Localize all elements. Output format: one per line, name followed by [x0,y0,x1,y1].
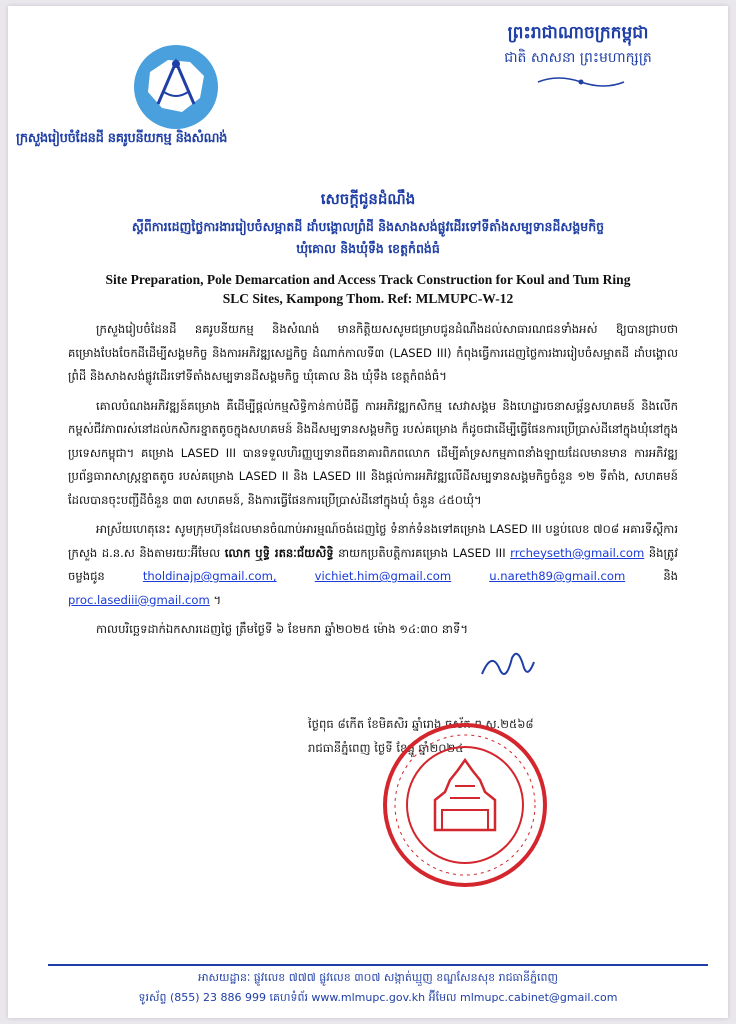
paragraph-intro: ក្រសួងរៀបចំដែនដី នគរូបនីយកម្ម និងសំណង់ មានកិត្តិយសសូមជម្រាបជូនដំណឹងដល់សាធារណជនទាំងអស់ ឱ្យបានជ្រាបថា គម្រោងបែងចែកដីដើម្បីសង្គមកិច្ច និងការអភិវឌ្ឍសេដ្ឋកិច្ច ដំណាក់កាលទី៣ (LASED III) កំពុងធ្វើការដេញថ្លៃការងាររៀបចំសម្អាតដី ដាំបង្គោលព្រំដី និងសាងសង់ផ្លូវដើរទៅទីតាំងសម្បទានដីសង្គមកិច្ច ឃុំគោល និង ឃុំទឹង ខេត្តកំពង់ធំ។ [68,322,678,383]
english-title-line1: Site Preparation, Pole Demarcation and Access Track Construction for Koul and Tum Ring [105,272,631,287]
contact-text-end: ។ [213,592,222,607]
solar-date: រាជធានីភ្នំពេញ ថ្ងៃទី ខែធ្នូ ឆ្នាំ២០២៤ [308,741,464,755]
contact-text-3: និងត្រូវចម្លងជូន [68,545,678,583]
notice-subtitle [48,216,688,260]
ministry-logo [128,42,224,132]
email-link-2[interactable]: tholdinajp@gmail.com, [142,569,277,583]
handwritten-signature [478,644,538,684]
email-link-5[interactable]: proc.lasediii@gmail.com [68,592,210,607]
paragraph-purpose: គោលបំណងអភិវឌ្ឍន៍គម្រោង គឺដើម្បីផ្តល់កម្មសិទ្ធិកាន់កាប់ដីធ្លី ការអភិវឌ្ឍកសិកម្ម សេវាសង្គម និងហេដ្ឋារចនាសម្ព័ន្ធសហគមន៍ និងលើកកម្ពស់ជីវភាពរស់នៅដល់កសិករខ្នាតតូចក្នុងសហគមន៍ និងដីសម្បទានសង្គមកិច្ច របស់គម្រោង ក៏ដូចជាដើម្បីធ្វើផែនការប្រើប្រាស់ដីនៅក្នុងឃុំនៅក្នុងប្រទេសកម្ពុជា។ គម្រោង LASED III បានទទួលហិរញ្ញប្បទានពីធនាគារពិភពលោក ដើម្បីគាំទ្រសកម្មភាពនាំងឡាយដែលមានមាន ការអភិវឌ្ឍប្រព័ន្ធធារាសាស្ត្រខ្នាតតូច របស់គម្រោង LASED II និង LASED III និងផ្តល់ការអភិវឌ្ឍលើដីសម្បទានសង្គមកិច្ចចំនួន ១២ ទីតាំង, សហគមន៍ដែលបានចុះបញ្ជីដីចំនួន ៣៣ សហគមន៍, និងការធ្វើផែនការប្រើប្រាស់ដីនៅក្នុងឃុំ ចំនួន ៤៥០ឃុំ។ [68,398,678,507]
footer [48,968,708,1008]
contact-text-2: នាយកប្រតិបត្តិការគម្រោង LASED III [338,545,506,560]
document-page [8,6,728,1018]
contact-text-1: អាស្រ័យហេតុនេះ សូមក្រុមហ៊ុនដែលមានចំណាប់អារម្មណ៍ចង់ដេញថ្លៃ ទំនាក់ទំនងទៅគម្រោង LASED III បន្ទប់លេខ ៧០៨ អគារទីស្តីការក្រសួង ដ.ន.ស និងតាមរយៈអ៊ីមែល [68,522,678,560]
paragraph-contact [68,518,678,612]
email-link-4[interactable]: u.nareth89@gmail.com [489,569,626,583]
contact-text-4: និង [663,569,679,583]
footer-address: អាសយដ្ឋានៈ ផ្លូវលេខ ៧៧៧ ផ្លូវលេខ ៣០៧ សង្កាត់ឃ្មួញ ខណ្ឌសែនសុខ រាជធានីភ្នំពេញ [198,971,558,984]
email-link-3[interactable]: vichiet.him@gmail.com [314,569,452,583]
notice-body [68,318,678,648]
deadline-text: កាលបរិច្ឆេទដាក់ឯកសារដេញថ្លៃ ត្រឹមថ្ងៃទី ៦ ខែមករា ឆ្នាំ២០២៥ ម៉ោង ១៤:៣០ នាទី។ [96,622,468,636]
footer-divider [48,964,708,966]
kingdom-title: ព្រះរាជាណាចក្រកម្ពុជា [507,23,649,43]
official-stamp [380,720,550,890]
ornament-divider [536,74,626,90]
lunar-date: ថ្ងៃពុធ ៨កើត ខែមិគសិរ ឆ្នាំរោង ឆស័ក ព.ស.២៥៦៨ [308,717,534,731]
notice-title: សេចក្តីជូនដំណឹង [320,190,416,208]
kingdom-header [438,20,718,70]
email-link-1[interactable]: rrcheyseth@gmail.com [510,545,645,560]
ministry-name: ក្រសួងរៀបចំដែនដី នគរូបនីយកម្ម និងសំណង់ [16,131,228,146]
contact-person: លោក ឬទ្ធិ រតនៈជ័យសិទ្ធិ [224,545,334,560]
kingdom-motto: ជាតិ សាសនា ព្រះមហាក្សត្រ [504,50,652,66]
notice-subtitle-line1: ស្តីពីការដេញថ្លៃការងាររៀបចំសម្អាតដី ដាំបង្គោលព្រំដី និងសាងសង់ផ្លូវដើរទៅទីតាំងសម្បទានដីសង្គមកិច្ច [131,219,605,234]
english-title [48,270,688,308]
english-title-line2: SLC Sites, Kampong Thom. Ref: MLMUPC-W-12 [222,291,514,306]
notice-subtitle-line2: ឃុំគោល និងឃុំទឹង ខេត្តកំពង់ធំ [296,241,440,256]
footer-contact: ទូរស័ព្ទ (855) 23 886 999 គេហទំព័រ www.mlmupc.gov.kh អ៊ីមែល mlmupc.cabinet@gmail.com [138,991,618,1004]
